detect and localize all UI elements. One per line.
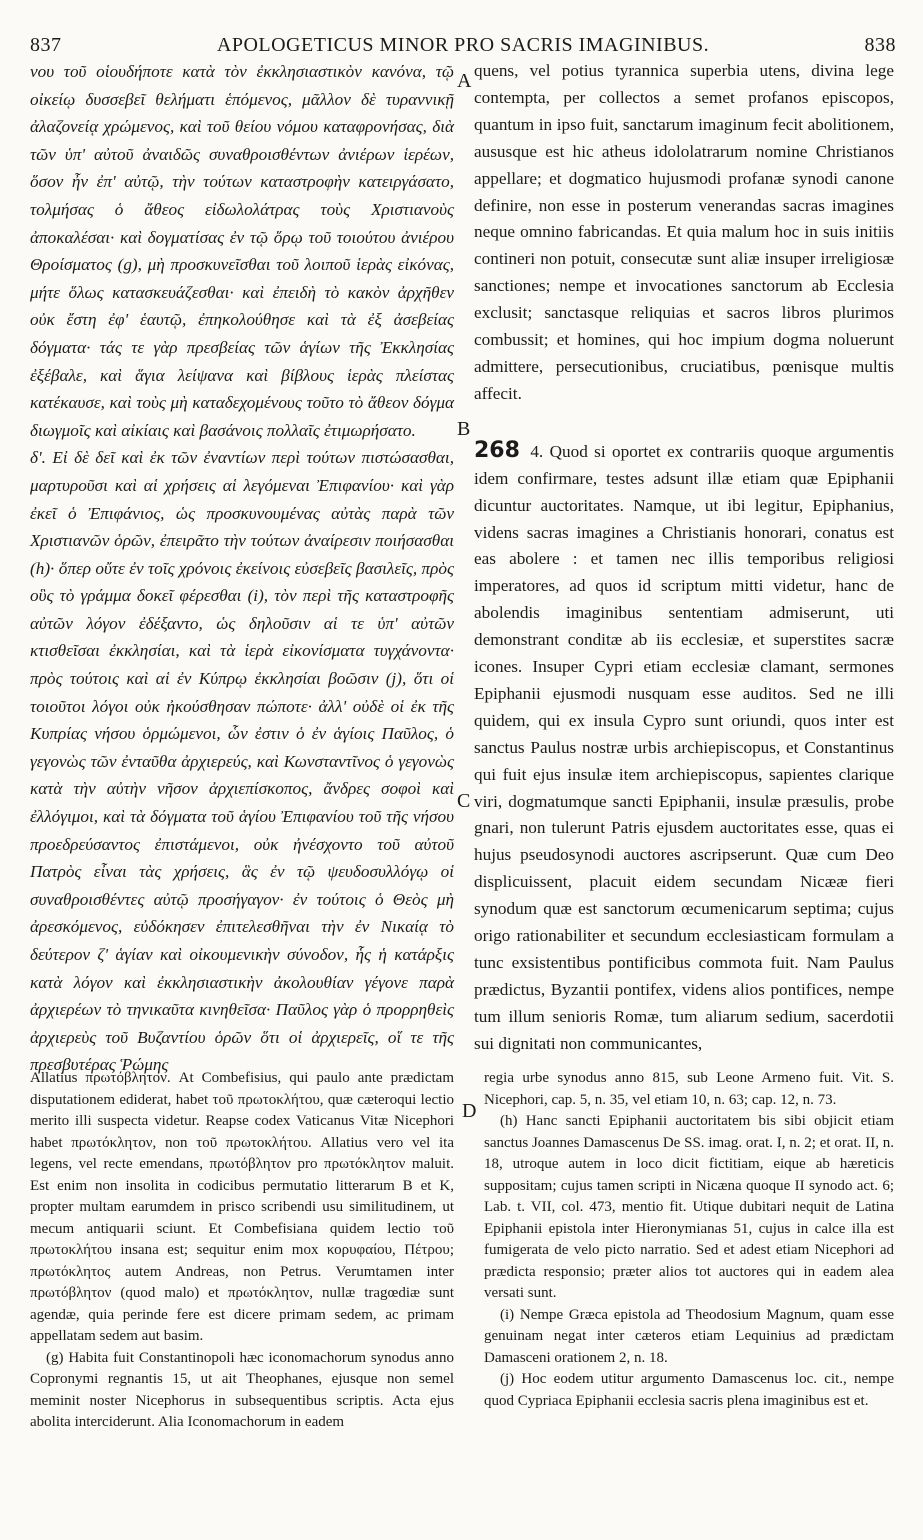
footnote-g: (g) Habita fuit Constantinopoli hæc iconomachorum synodus anno Copronymi regnantis 15, ut ait Theophanes, ejusque non semel meminit noster Nicephorus in subsequentibus scriptis. Acta ejus abolita interciderunt. Alia Iconomachorum in eadem [30, 1349, 454, 1430]
page-number-left: 837 [30, 34, 62, 56]
footnote-h: (h) Hanc sancti Epiphanii auctoritatem bis sibi objicit etiam sanctus Joannes Damascenus De SS. imag. orat. I, n. 2; et orat. II, n. 18, utroque autem in loco dicit fictitiam, eique ab hæreticis suppositam; cujus tamen scripti in Nicæna quoque II synodo act. 6; Lab. t. VII, col. 473, mentio fit. Utique dubitari nequit de Latina Epiphanii epistola inter Hieronymianas 51, cujus in calce illa est fumigerata de velo picto narratio. Sed et adest etiam Nicephori ad prædicta responsio; præter alios tot auctores qui in eadem alea versati sunt. [484, 1113, 894, 1301]
footnote-continuation: Allatius πρωτόβλητον. At Combefisius, qui paulo ante prædictam disputationem ediderat, habet τοῦ πρωτοκλήτου, quæ cæteroqui lectio merito illi suspecta videtur. Reapse codex Vaticanus Vitæ Nicephori habet πρωτόκλητον, non τοῦ πρωτοκλήτου. Allatius vero vel ita legens, vel recte emendans, πρωτόβλητον pro πρωτόκλητον maluit. Est enim non insolita in codicibus permutatio litterarum B et K, propter multam earumdem in prisco scribendi usu similitudinem, ut mecum antiquarii sciunt. Et Combefisiana quidem lectio τοῦ πρωτοκλήτου insana est; sequitur enim mox κορυφαίου, Πέτρου; πρωτόκλητος autem Andreas, non Petrus. Verumtamen inter πρωτόβλητον (quod malo) et πρωτόκλητον, nullæ tragœdiæ sunt agendæ, quia perinde fere est dicere primam sedem, ac primam appellatam sedem aut basim. [30, 1070, 454, 1344]
footnotes-left-column [30, 1068, 454, 1434]
section-number: 268 [474, 437, 520, 463]
latin-paragraph-1: quens, vel potius tyrannica superbia utens, divina lege contempta, per collectos a semet profanos episcopos, quantum in ipso fuit, sanctarum imaginum fecit abolitionem, aususque est hic atheus idololatrarum nomine Christianos appellare; et dogmatico hujusmodi profanæ synodi canone definire, non esse in posterum venerandas sacras imagines neque omnino fabricandas. Et quia malum hoc in suis initiis contineri non potuit, consecutæ sunt aliæ insuper irreligiosæ sanctiones; nempe et invocationes sanctorum ab Ecclesia exclusit; sanctasque reliquias et sacros libros plurimos combussit; et homines, qui hoc impium dogma noluerunt admittere, persecutionibus, cruciatibus, pœnisque multis affecit. [474, 61, 894, 403]
greek-paragraph-2: δ'. Εἰ δὲ δεῖ καὶ ἐκ τῶν ἐναντίων περὶ τούτων πιστώσασθαι, μαρτυροῦσι καὶ αἱ χρήσεις αἱ λεγόμεναι Ἐπιφανίου· καὶ γὰρ ἐκεῖ ὁ Ἐπιφάνιος, ὡς προσκυνουμένας αὐτὰς παρὰ τῶν Χριστιανῶν ὁρῶν, ἐπειρᾶτο τὴν τούτων ἀναίρεσιν ποιήσασθαι (h)· ὅπερ οὔτε ἐν τοῖς χρόνοις ἐκείνοις εὐσεβεῖς βασιλεῖς, πρὸς οὓς τὸ γράμμα δοκεῖ φέρεσθαι (i), τὸν περὶ τῆς καταστροφῆς αὐτῶν λόγον ἐδέξαντο, ὡς δηλοῦσιν αἱ τε ὑπ' αὐτῶν κτισθεῖσαι ἐκκλησίαι, καὶ τὰ ἱερὰ εἰκονίσματα τυγχάνοντα· πρὸς τούτοις καὶ αἱ ἐν Κύπρῳ ἐκκλησίαι βοῶσιν (j), ὅτι οἱ τοιοῦτοι λόγοι οὐκ ἠκούσθησαν πώποτε· ἀλλ' οὐδὲ οἱ ἐκ τῆς Κυπρίας νήσου ὁρμώμενοι, ὧν ἐστιν ὁ ἐν ἁγίοις Παῦλος, ὁ γεγονὼς τῶν ἐνταῦθα ἀρχιερεύς, καὶ Κωνσταντῖνος ὁ γεγονὼς κατὰ τὴν αὐτὴν νῆσον ἀρχιεπίσκοπος, ἄνδρες σοφοὶ καὶ ἐλλόγιμοι, καὶ τὰ δόγματα τοῦ ἁγίου Ἐπιφανίου τοῦ τῆς νήσου προεδρεύσαντος ἐπιστάμενοι, οὐκ ἠνέσχοντο τοῦ αὐτοῦ Πατρὸς εἶναι τὰς χρήσεις, ἃς ἐν τῷ ψευδοσυλλόγῳ οἱ συναθροισθέντες αὐτῷ προσήγαγον· ἐν τούτοις ὁ Θεὸς μὴ ἀρεσκόμενος, εὐδόκησεν ἐπιτελεσθῆναι τὴν ἐν Νικαίᾳ τὸ δεύτερον ζ' ἁγίαν καὶ οἰκουμενικὴν σύνοδον, ἧς ἡ κατάρξις κατὰ λόγον καὶ ἐκκλησιαστικὴν ἀκολουθίαν γέγονε παρὰ ἀρχιερέων τὸ τηνικαῦτα κινηθεῖσα· Παῦλος γὰρ ὁ προρρηθεὶς ἀρχιερεὺς τοῦ Βυζαντίου ὁρῶν ὅτι οἱ ἀρχιερεῖς, οἵ τε τῆς πρεσβυτέρας Ῥώμης [30, 448, 454, 1075]
greek-text-column [30, 58, 454, 1079]
margin-letter-a: A [457, 70, 472, 92]
page-number-right: 838 [864, 34, 896, 56]
margin-letter-c: C [457, 790, 471, 812]
margin-letter-b: B [457, 418, 471, 440]
footnote-g-continuation: regia urbe synodus anno 815, sub Leone Armeno fuit. Vit. S. Nicephori, cap. 5, n. 35, vel etiam 10, n. 63; cap. 12, n. 73. [484, 1070, 894, 1108]
footnote-i: (i) Nempe Græca epistola ad Theodosium Magnum, quam esse genuinam negat inter cæteros etiam Lequinius ad prædictam Damasceni orationem 2, n. 18. [484, 1306, 894, 1366]
footnotes-right-column [484, 1068, 894, 1412]
latin-text-column [474, 58, 894, 1058]
running-header [30, 34, 896, 56]
latin-paragraph-2-text: 4. Quod si oportet ex contrariis quoque argumentis idem confirmare, testes adsunt illæ etiam quæ Epiphanii dicuntur auctoritates. Namque, ut ibi legitur, Epiphanius, videns sacras imagines a Christianis honorari, conatus est eas abolere : et tamen nec illis temporibus religiosi imperatores, ad quos id scriptum mitti videtur, hanc de abolendis imaginibus sententiam admiserunt, uti demonstrant conditæ ab iis ecclesiæ, et superstites sacræ icones. Insuper Cypri etiam ecclesiæ clamant, sermones Epiphanii ejusmodi nusquam esse auditos. Sed ne illi quidem, qui ex insula Cypro sunt oriundi, quos inter est sanctus Paulus nostræ urbis archiepiscopus, et Constantinus qui fuit ejus insulæ item archiepiscopus, sapientes clarique viri, dogmatumque sancti Epiphanii, insulæ præsulis, probe gnari, non tulerunt Patris ejusdem auctoritates esse, quas ei hujus pseudosynodi auctores ascripserunt. Quæ cum Deo displicuissent, placuit eidem secundam Nicææ fieri synodum quæ est sanctorum œcumenicarum septima; cujus origo rationabiliter et secundum ecclesiasticam formulam a tunc exsistentibus pontificibus commota fuit. Nam Paulus prædictus, Byzantii pontifex, videns alios pontifices, nempe tum illum senioris Romæ, tum aliarum sedium, sacerdotii sui dignitati non communicantes, [474, 441, 894, 1053]
running-title: APOLOGETICUS MINOR PRO SACRIS IMAGINIBUS. [216, 34, 710, 56]
latin-paragraph-2 [474, 438, 894, 1058]
footnote-j: (j) Hoc eodem utitur argumento Damascenus loc. cit., nempe quod Cypriaca Epiphanii ecclesia sacris plena imaginibus est et. [484, 1371, 894, 1409]
greek-paragraph-1: νου τοῦ οἱουδήποτε κατὰ τὸν ἐκκλησιαστικὸν κανόνα, τῷ οἰκείῳ δυσσεβεῖ θελήματι ἑπόμενος, μᾶλλον δὲ τυραννικῇ ἀλαζονείᾳ χρώμενος, καὶ τοῦ θείου νόμου καταφρονήσας, διὰ τῶν ὑπ' αὐτοῦ ἀναιδῶς συναθροισθέντων ἀνιέρων ἱερέων, ὅσον ἦν ἐπ' αὐτῷ, τὴν τούτων καταστροφὴν κατειργάσατο, τολμήσας ὁ ἄθεος εἰδωλολάτρας τοὺς Χριστιανοὺς ἀποκαλέσαι· καὶ δογματίσας ἐν τῷ ὅρῳ τοῦ τοιούτου ἀνιέρου Θροίσματος (g), μὴ προσκυνεῖσθαι τοῦ λοιποῦ ἱερὰς εἰκόνας, μήτε ὅλως κατασκευάζεσθαι· καὶ ἐπειδὴ τὸ κακὸν ἀρχῆθεν οὐκ ἔστη ἐφ' ἑαυτῷ, ἐπηκολούθησε καὶ τὰ ἐξ ἀσεβείας δόγματα· τάς τε γὰρ πρεσβείας τῶν ἁγίων τῆς Ἐκκλησίας ἐξέβαλε, καὶ ἅγια λείψανα καὶ βίβλους ἱερὰς πλείστας κατέκαυσε, καὶ τοὺς μὴ καταδεχομένους τοῦτο τὸ ἄθεον δόγμα διωγμοῖς καὶ αἰκίαις καὶ βασάνοις πολλαῖς ἐτιμωρήσατο. [30, 62, 454, 440]
margin-letter-d: D [462, 1100, 477, 1122]
